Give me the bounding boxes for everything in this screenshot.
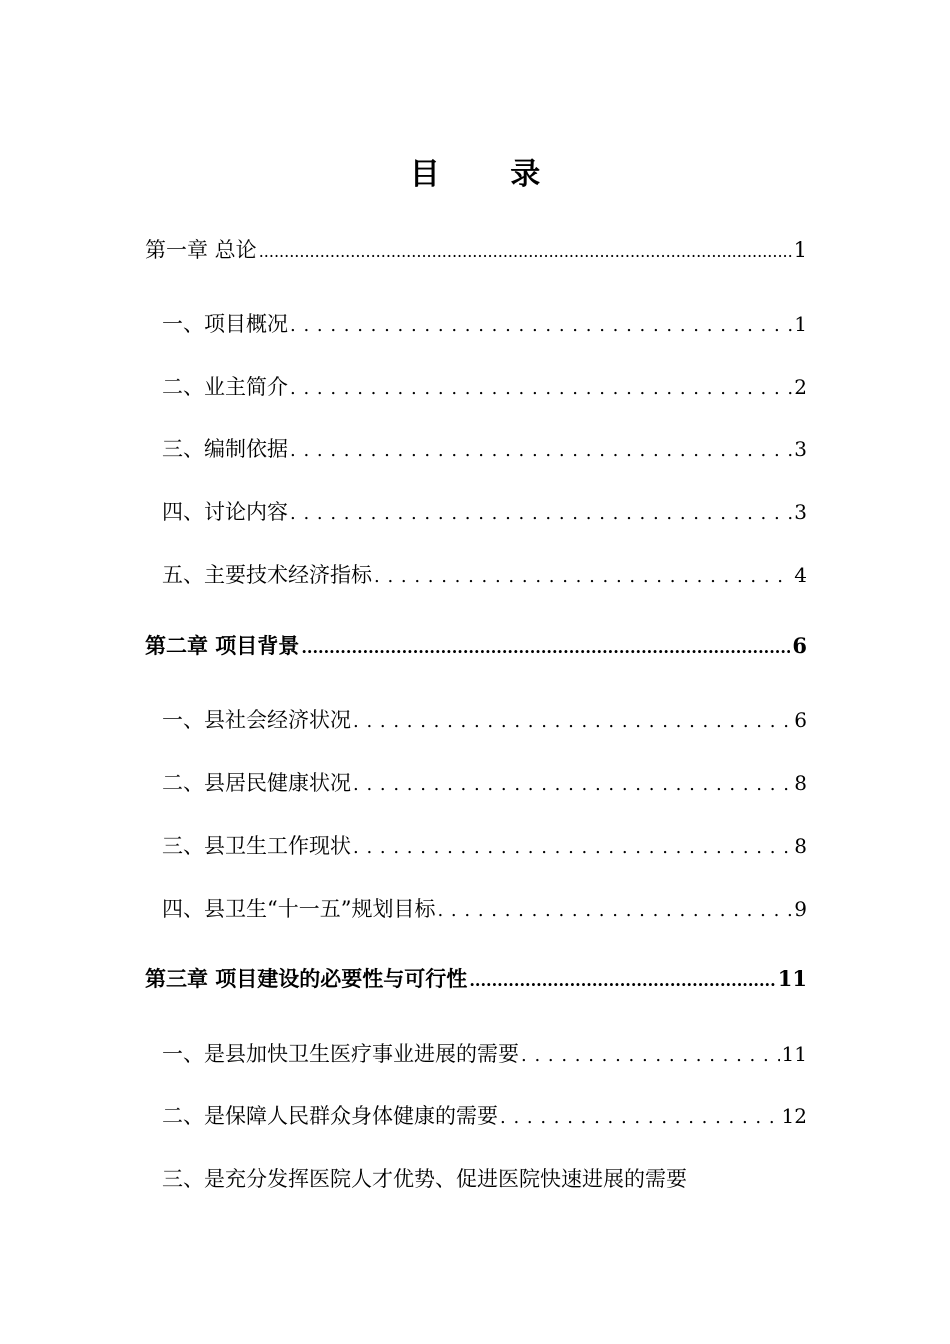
dot-leader <box>500 1098 780 1136</box>
dot-leader <box>290 369 792 407</box>
toc-section[interactable] <box>162 828 807 864</box>
toc-page-number: 1 <box>793 238 807 262</box>
toc-label: 第二章 项目背景 <box>145 633 300 658</box>
toc-chapter-1[interactable] <box>145 232 807 268</box>
dot-leader <box>353 765 792 803</box>
toc-section[interactable] <box>162 369 807 405</box>
page-title: 目 录 <box>409 157 571 192</box>
toc-section[interactable] <box>162 557 807 593</box>
toc-label: 三、是充分发挥医院人才优势、促进医院快速进展的需要 <box>162 1167 687 1191</box>
toc-section[interactable] <box>162 494 807 530</box>
dot-leader <box>259 232 792 270</box>
toc-label: 第一章 总论 <box>145 238 257 262</box>
dot-leader <box>301 628 790 666</box>
toc-section[interactable] <box>162 306 807 342</box>
toc-page-number: 12 <box>781 1104 807 1128</box>
toc-page-number: 8 <box>794 771 807 795</box>
dot-leader <box>521 1036 780 1074</box>
toc-label: 五、主要技术经济指标 <box>162 563 372 587</box>
toc-label: 二、业主简介 <box>162 375 288 399</box>
toc-label: 第三章 项目建设的必要性与可行性 <box>145 966 468 991</box>
dot-leader <box>290 431 792 469</box>
toc-page-number: 3 <box>794 437 807 461</box>
toc-label: 一、县社会经济状况 <box>162 708 351 732</box>
toc-section[interactable] <box>162 891 807 927</box>
dot-leader <box>290 306 792 344</box>
toc-chapter-2[interactable] <box>145 628 807 664</box>
dot-leader <box>353 828 792 866</box>
dot-leader <box>290 494 792 532</box>
toc-label: 三、县卫生工作现状 <box>162 834 351 858</box>
toc-label: 二、县居民健康状况 <box>162 771 351 795</box>
toc-label: 一、项目概况 <box>162 312 288 336</box>
toc-label: 三、编制依据 <box>162 437 288 461</box>
toc-label: 四、讨论内容 <box>162 500 288 524</box>
dot-leader <box>437 891 792 929</box>
toc-label: 四、县卫生“十一五”规划目标 <box>162 897 436 921</box>
toc-section[interactable] <box>162 702 807 738</box>
toc-section[interactable] <box>162 431 807 467</box>
toc-section[interactable] <box>162 765 807 801</box>
toc-page-number: 11 <box>781 1042 807 1066</box>
toc-page-number: 11 <box>777 966 807 991</box>
toc-page-number: 9 <box>794 897 807 921</box>
toc-page-number: 4 <box>794 563 807 587</box>
dot-leader <box>469 961 775 999</box>
toc-chapter-3[interactable] <box>145 961 807 997</box>
toc-section[interactable] <box>162 1036 807 1072</box>
toc-page-number: 3 <box>794 500 807 524</box>
toc-page-number: 2 <box>794 375 807 399</box>
toc-page-number: 6 <box>792 633 807 658</box>
dot-leader <box>374 557 792 595</box>
toc-page-number: 1 <box>794 312 807 336</box>
toc-label: 一、是县加快卫生医疗事业进展的需要 <box>162 1042 519 1066</box>
toc-label: 二、是保障人民群众身体健康的需要 <box>162 1104 498 1128</box>
dot-leader <box>353 702 792 740</box>
toc-section[interactable] <box>162 1098 807 1134</box>
toc-section[interactable] <box>162 1161 807 1197</box>
toc-page-number: 6 <box>794 708 807 732</box>
toc-page-number: 8 <box>794 834 807 858</box>
